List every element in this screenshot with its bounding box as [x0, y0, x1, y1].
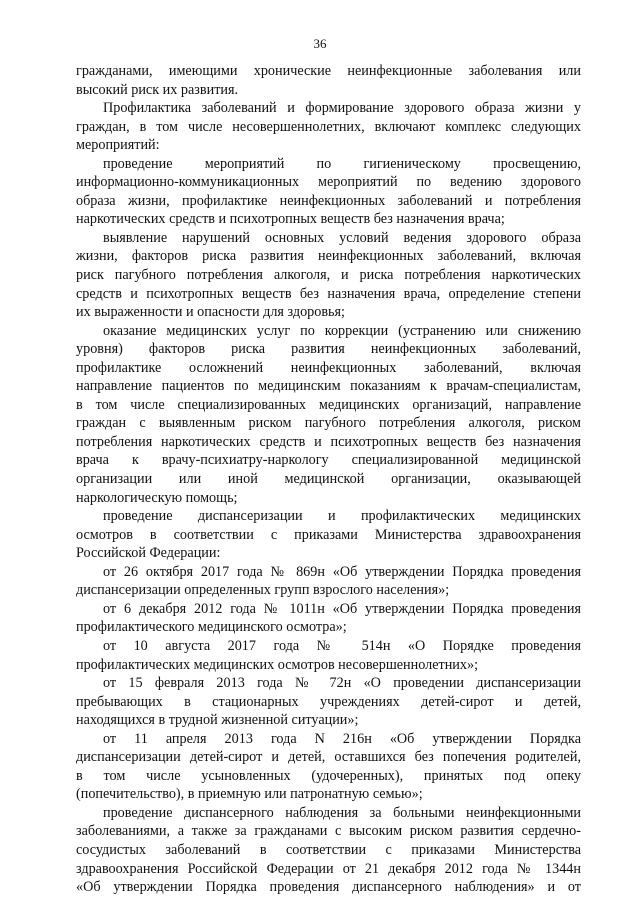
- text-line: находящихся в трудной жизненной ситуации»;: [76, 712, 359, 729]
- text-line: от 10 августа 2017 года № 514н «О Порядке проведения: [103, 637, 581, 654]
- text-line: жизни, факторов риска развития неинфекционных заболеваний, включая: [76, 248, 581, 265]
- page-number: 36: [313, 36, 327, 51]
- text-line: наркотических средств и психотропных веществ без назначения врача;: [76, 211, 505, 228]
- text-line: направление пациентов по медицинским показаниям к врачам-специалистам,: [76, 378, 581, 395]
- text-line: диспансеризации детей-сирот и детей, оставшихся без попечения родителей,: [76, 749, 581, 766]
- text-line: потребления наркотических средств и психотропных веществ без назначения: [76, 433, 581, 450]
- text-line: от 26 октября 2017 года № 869н «Об утверждении Порядка проведения: [103, 563, 581, 580]
- text-line: сосудистых заболеваний в соответствии с приказами Министерства: [76, 841, 581, 858]
- text-line: информационно-коммуникационных мероприятий по ведению здорового: [76, 174, 581, 191]
- text-line: Профилактика заболеваний и формирование здорового образа жизни у: [103, 100, 581, 117]
- text-line: осмотров в соответствии с приказами Министерства здравоохранения: [76, 526, 581, 543]
- text-line: «Об утверждении Порядка проведения диспансерного наблюдения» и от: [76, 879, 581, 896]
- text-line: врача к врачу-психиатру-наркологу специализированной медицинской: [76, 452, 581, 469]
- text-line: профилактике осложнений неинфекционных заболеваний, включая: [76, 359, 581, 376]
- text-line: проведение диспансерного наблюдения за больными неинфекционными: [103, 804, 581, 821]
- text-line: граждан с выявленным риском пагубного потребления алкоголя, риском: [76, 415, 581, 432]
- text-line: мероприятий:: [76, 137, 160, 154]
- text-line: средств и психотропных веществ без назначения врача, определение степени: [76, 285, 581, 302]
- text-line: в том числе специализированных медицинских организаций, направление: [76, 396, 581, 413]
- text-line: образа жизни, профилактике неинфекционных заболеваний и потребления: [76, 192, 581, 209]
- text-line: (попечительство), в приемную или патронатную семью»;: [76, 786, 423, 803]
- text-line: проведение диспансеризации и профилактических медицинских: [103, 508, 581, 525]
- document-body: [76, 62, 581, 897]
- text-line: пребывающих в стационарных учреждениях детей-сирот и детей,: [76, 693, 581, 710]
- text-line: здравоохранения Российской Федерации от 21 декабря 2012 года № 1344н: [76, 860, 581, 877]
- text-line: высокий риск их развития.: [76, 81, 239, 98]
- text-line: уровня) факторов риска развития неинфекционных заболеваний,: [76, 341, 581, 358]
- text-line: в том числе усыновленных (удочеренных), принятых под опеку: [76, 767, 581, 784]
- text-line: профилактических медицинских осмотров несовершеннолетних»;: [76, 656, 479, 673]
- text-line: от 15 февраля 2013 года № 72н «О проведении диспансеризации: [103, 675, 581, 692]
- text-line: оказание медицинских услуг по коррекции (устранению или снижению: [103, 322, 581, 339]
- text-line: диспансеризации определенных групп взрослого населения»;: [76, 582, 450, 599]
- text-line: заболеваниями, а также за гражданами с высоким риском развития сердечно-: [76, 823, 581, 840]
- text-line: риск пагубного потребления алкоголя, и риска потребления наркотических: [76, 267, 581, 284]
- text-line: граждан, в том числе несовершеннолетних, включают комплекс следующих: [76, 118, 581, 135]
- text-line: их выраженности и опасности для здоровья;: [76, 304, 345, 321]
- text-line: выявление нарушений основных условий ведения здорового образа: [103, 229, 581, 246]
- text-line: организации или иной медицинской организации, оказывающей: [76, 471, 581, 488]
- text-line: гражданами, имеющими хронические неинфекционные заболевания или: [76, 63, 581, 79]
- text-line: Российской Федерации:: [76, 545, 221, 562]
- text-line: проведение мероприятий по гигиеническому просвещению,: [103, 155, 581, 172]
- text-line: от 11 апреля 2013 года N 216н «Об утверждении Порядка: [103, 730, 581, 747]
- text-line: от 6 декабря 2012 года № 1011н «Об утверждении Порядка проведения: [103, 600, 581, 617]
- text-line: наркологическую помощь;: [76, 489, 238, 506]
- text-line: профилактического медицинского осмотра»;: [76, 619, 347, 636]
